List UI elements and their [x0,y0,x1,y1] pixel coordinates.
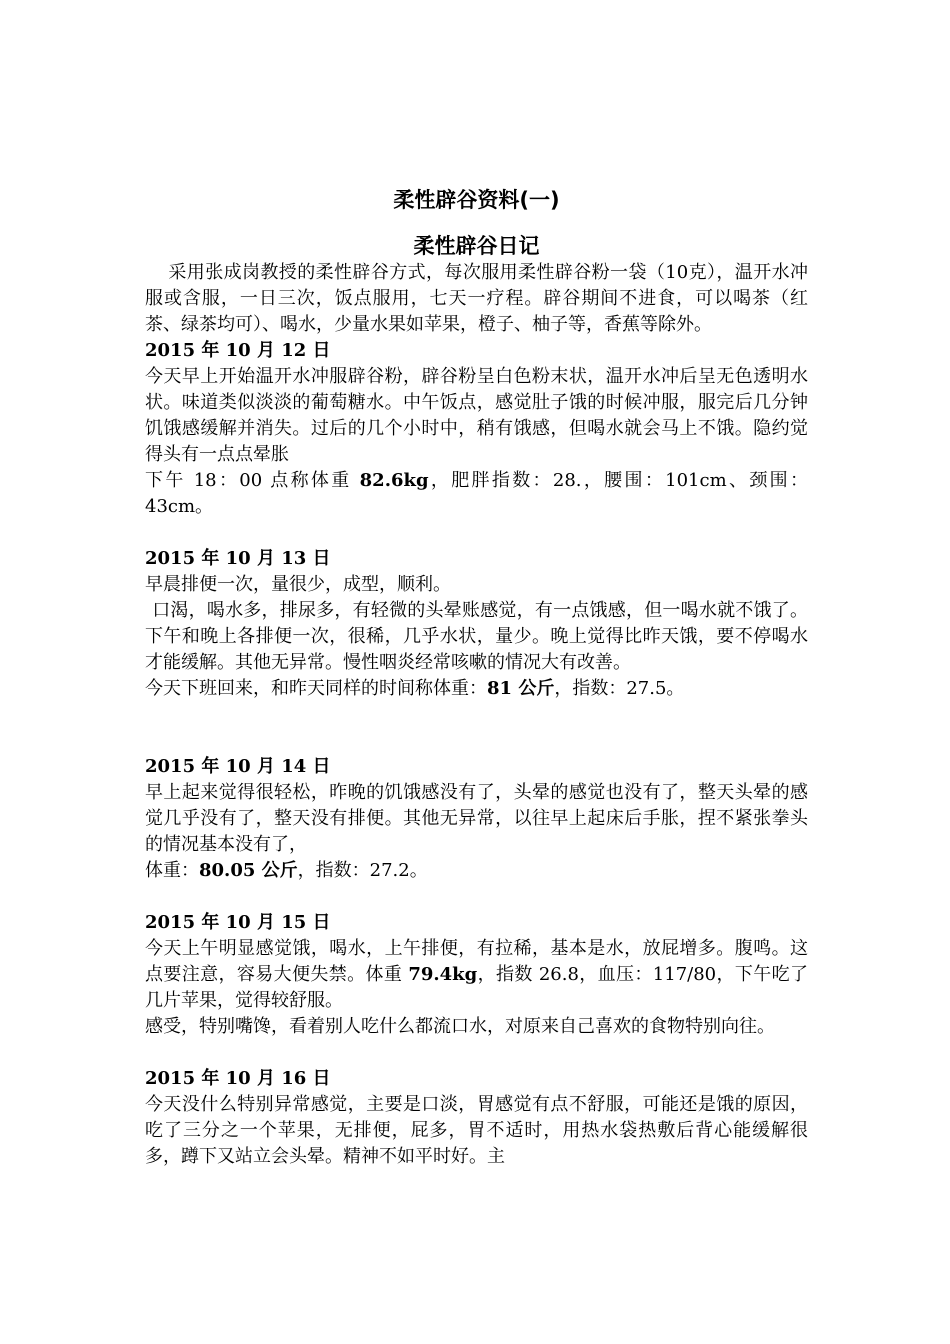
spacer [145,520,808,546]
entry-paragraph: 早上起来觉得很轻松，昨晚的饥饿感没有了，头晕的感觉也没有了，整天头晕的感觉几乎没有了，整天没有排便。其他无异常，以往早上起床后手胀，捏不紧张拳头的情况基本没有了， [145,782,808,855]
weight-value: 81 公斤 [487,678,555,699]
entry-text: ，指数：27.2。 [297,860,428,881]
entry-date: 2015 年 10 月 13 日 [145,548,331,569]
entry-paragraph [145,858,808,884]
document-title: 柔性辟谷资料(一) [393,188,560,212]
document-subtitle: 柔性辟谷日记 [413,234,540,258]
spacer [145,1040,808,1066]
entry-paragraph [145,468,808,520]
entry-paragraph: 口渴，喝水多，排尿多，有轻微的头晕账感觉，有一点饿感，但一喝水就不饿了。下午和晚上各排便一次，很稀，几乎水状，量少。晚上觉得比昨天饿，要不停喝水才能缓解。其他无异常。慢性咽炎经常咳嗽的情况大有改善。 [145,600,808,673]
entry-text: ，指数 26.8，血压：117/80，下午吃了几片苹果，觉得较舒服。 [145,964,808,1011]
entry-paragraph: 感受，特别嘴馋，看着别人吃什么都流口水，对原来自己喜欢的食物特别向往。 [145,1016,775,1037]
entry-paragraph: 今天早上开始温开水冲服辟谷粉，辟谷粉呈白色粉末状，温开水冲后呈无色透明水状。味道类似淡淡的葡萄糖水。中午饭点，感觉肚子饿的时候冲服，服完后几分钟饥饿感缓解并消失。过后的几个小时中，稍有饿感，但喝水就会马上不饿。隐约觉得头有一点点晕胀 [145,366,808,465]
entry-date: 2015 年 10 月 14 日 [145,756,331,777]
entry-date: 2015 年 10 月 12 日 [145,340,331,361]
weight-value: 80.05 公斤 [199,860,298,881]
entry-text: ，指数：27.5。 [554,678,685,699]
document-body [145,186,808,1170]
entry-date: 2015 年 10 月 15 日 [145,912,331,933]
entry-date: 2015 年 10 月 16 日 [145,1068,331,1089]
weight-value: 79.4kg [408,964,478,985]
entry-text: ，肥胖指数：28.，腰围：101cm、颈围：43cm。 [145,470,808,517]
entry-paragraph: 今天没什么特别异常感觉，主要是口淡，胃感觉有点不舒服，可能还是饿的原因，吃了三分之一个苹果，无排便，屁多，胃不适时，用热水袋热敷后背心能缓解很多，蹲下又站立会头晕。精神不如平时好。主 [145,1094,808,1167]
entry-paragraph [145,676,808,702]
entry-paragraph [145,936,808,1014]
spacer [145,884,808,910]
entry-text: 体重： [145,860,199,881]
weight-value: 82.6kg [359,470,429,491]
intro-paragraph: 采用张成岗教授的柔性辟谷方式，每次服用柔性辟谷粉一袋（10克），温开水冲服或含服，一日三次，饭点服用，七天一疗程。辟谷期间不进食，可以喝茶（红茶、绿茶均可）、喝水，少量水果如苹果，橙子、柚子等，香蕉等除外。 [145,262,808,335]
entry-text: 下午 18：00 点称体重 [145,470,360,491]
entry-paragraph: 早晨排便一次，量很少，成型，顺利。 [145,574,451,595]
entry-text: 今天上午明显感觉饿，喝水，上午排便，有拉稀，基本是水，放屁增多。腹鸣。这点要注意，容易大便失禁。体重 [145,938,808,985]
entry-text: 今天下班回来，和昨天同样的时间称体重： [145,678,487,699]
spacer [145,702,808,754]
